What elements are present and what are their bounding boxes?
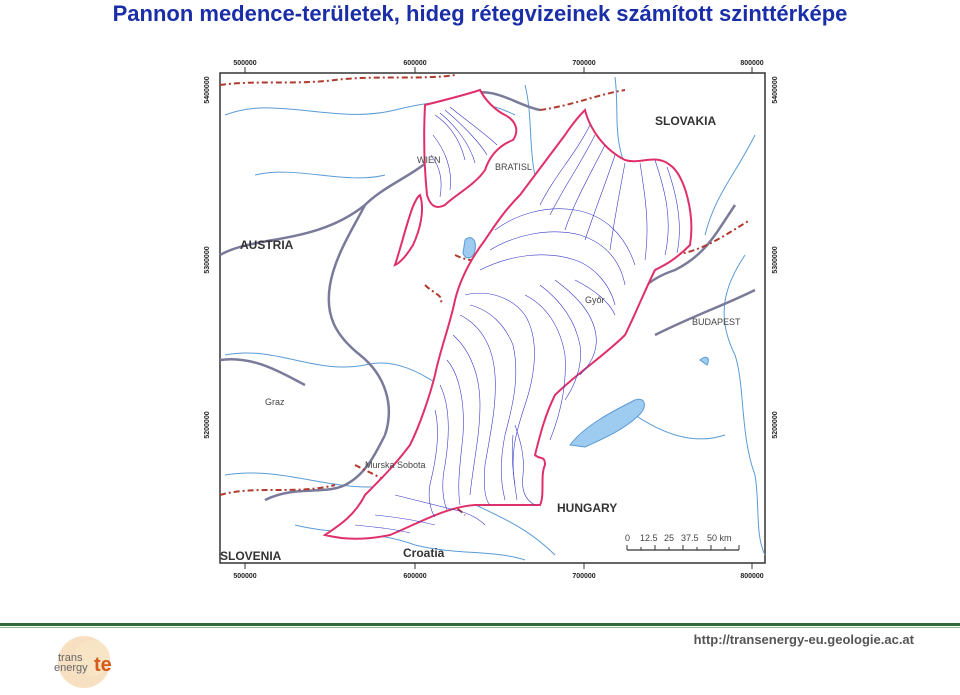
city-label-wien: WIEN — [417, 155, 441, 165]
footer-divider — [0, 623, 960, 626]
scale-label: 12.5 — [640, 533, 658, 543]
x-tick-label: 600000 — [403, 573, 427, 580]
country-label-hungary: HUNGARY — [557, 501, 618, 515]
y-tick-label: 5200000 — [204, 411, 211, 439]
country-label-slovenia: SLOVENIA — [220, 549, 282, 563]
page-title: Pannon medence-területek, hideg rétegvizeinek számított szinttérképe — [112, 1, 848, 26]
x-tick-label: 500000 — [233, 60, 257, 67]
lake-neusiedl — [463, 238, 475, 258]
y-tick-label: 5400000 — [204, 76, 211, 104]
x-tick-label: 600000 — [403, 60, 427, 67]
footer-url-link[interactable]: http://transenergy-eu.geologie.ac.at — [693, 632, 914, 647]
scale-label: 37.5 — [681, 533, 699, 543]
y-tick-label: 5200000 — [772, 411, 779, 439]
city-label-budapest: BUDAPEST — [692, 317, 741, 327]
footer-divider-thin — [0, 627, 960, 628]
city-label-murska-sobota: Murska Sobota — [365, 460, 426, 470]
city-label-bratislava: BRATISL — [495, 162, 532, 172]
country-label-slovakia: SLOVAKIA — [655, 114, 717, 128]
scale-label: 25 — [664, 533, 675, 543]
x-tick-label: 700000 — [572, 60, 596, 67]
y-tick-label: 5300000 — [772, 246, 779, 274]
scale-label: 50 km — [707, 533, 732, 543]
y-tick-label: 5300000 — [204, 246, 211, 274]
x-tick-label: 500000 — [233, 573, 257, 580]
city-label-gyor: Győr — [585, 295, 605, 305]
x-tick-label: 700000 — [572, 573, 596, 580]
country-label-austria: AUSTRIA — [240, 238, 294, 252]
y-tick-label: 5400000 — [772, 76, 779, 104]
country-label-croatia: Croatia — [403, 546, 445, 560]
logo-mark: te — [94, 654, 112, 676]
hydraulic-head-map — [195, 55, 785, 585]
x-tick-label: 800000 — [740, 573, 764, 580]
transenergy-logo — [52, 634, 122, 690]
x-tick-label: 800000 — [740, 60, 764, 67]
logo-text: energy — [54, 662, 88, 674]
logo-text: trans — [58, 652, 83, 664]
scale-label: 0 — [625, 533, 631, 543]
city-label-graz: Graz — [265, 397, 285, 407]
